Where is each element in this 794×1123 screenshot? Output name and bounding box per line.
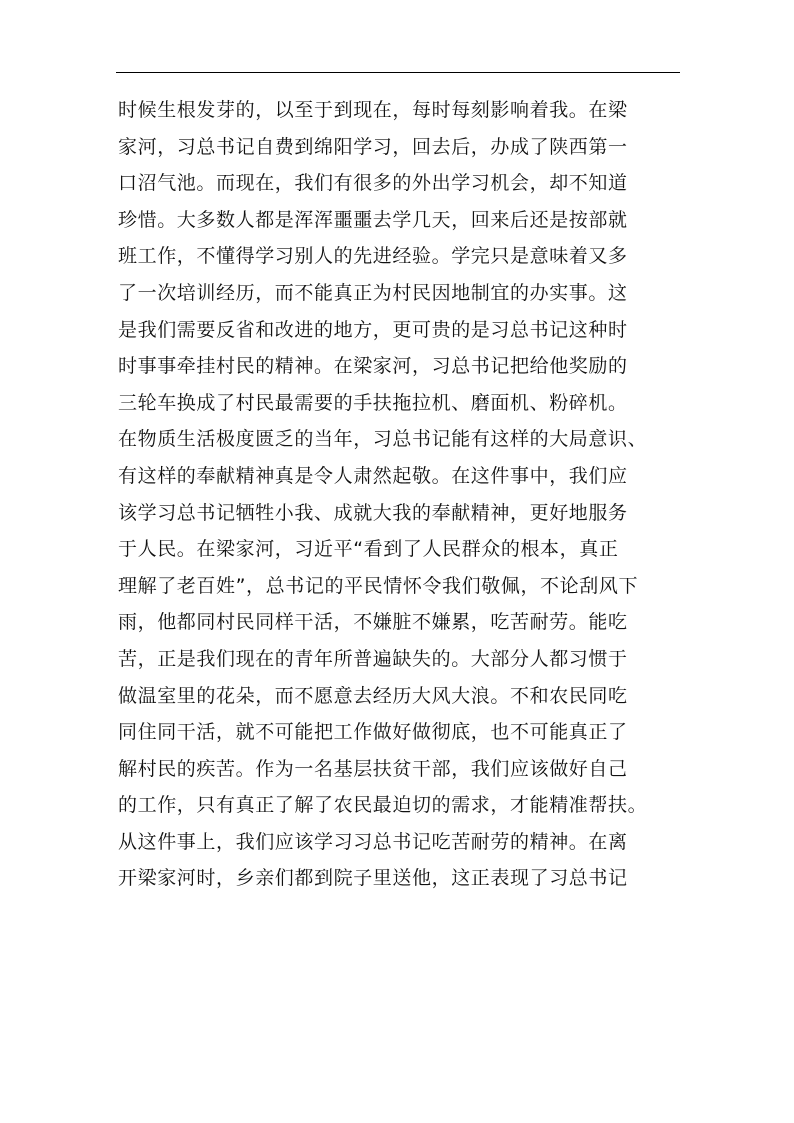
text-line: 是我们需要反省和改进的地方，更可贵的是习总书记这种时 bbox=[118, 318, 628, 341]
text-line: 解村民的疾苦。作为一名基层扶贫干部，我们应该做好自己 bbox=[118, 757, 628, 780]
text-line: 做温室里的花朵，而不愿意去经历大风大浪。不和农民同吃 bbox=[118, 684, 628, 707]
text-line: 从这件事上，我们应该学习习总书记吃苦耐劳的精神。在离 bbox=[118, 830, 628, 853]
text-line: 的工作，只有真正了解了农民最迫切的需求，才能精准帮扶。 bbox=[118, 794, 648, 817]
text-line: 珍惜。大多数人都是浑浑噩噩去学几天，回来后还是按部就 bbox=[118, 208, 628, 231]
text-line: 时候生根发芽的，以至于到现在，每时每刻影响着我。在梁 bbox=[118, 99, 628, 121]
text-line: 同住同干活，就不可能把工作做好做彻底，也不可能真正了 bbox=[118, 721, 628, 744]
text-line: 时事事牵挂村民的精神。在梁家河，习总书记把给他奖励的 bbox=[118, 355, 628, 378]
text-line: 开梁家河时，乡亲们都到院子里送他，这正表现了习总书记 bbox=[118, 867, 628, 890]
text-line: 该学习总书记牺牲小我、成就大我的奉献精神，更好地服务 bbox=[118, 501, 628, 524]
text-line: 在物质生活极度匮乏的当年，习总书记能有这样的大局意识、 bbox=[118, 428, 648, 451]
body-text bbox=[118, 92, 690, 897]
text-line: 苦，正是我们现在的青年所普遍缺失的。大部分人都习惯于 bbox=[118, 647, 628, 670]
text-line: 三轮车换成了村民最需要的手扶拖拉机、磨面机、粉碎机。 bbox=[118, 391, 628, 414]
text-line: 于人民。在梁家河，习近平“看到了人民群众的根本，真正 bbox=[118, 538, 619, 561]
header-rule bbox=[116, 72, 680, 73]
text-line: 家河，习总书记自费到绵阳学习，回去后，办成了陕西第一 bbox=[118, 135, 628, 158]
text-line: 雨，他都同村民同样干活，不嫌脏不嫌累，吃苦耐劳。能吃 bbox=[118, 611, 628, 634]
text-line: 了一次培训经历，而不能真正为村民因地制宜的办实事。这 bbox=[118, 281, 628, 304]
text-line: 班工作，不懂得学习别人的先进经验。学完只是意味着又多 bbox=[118, 245, 628, 268]
text-line: 理解了老百姓”，总书记的平民情怀令我们敬佩，不论刮风下 bbox=[118, 574, 639, 597]
text-line: 口沼气池。而现在，我们有很多的外出学习机会，却不知道 bbox=[118, 172, 628, 195]
text-line: 有这样的奉献精神真是令人肃然起敬。在这件事中，我们应 bbox=[118, 464, 628, 487]
